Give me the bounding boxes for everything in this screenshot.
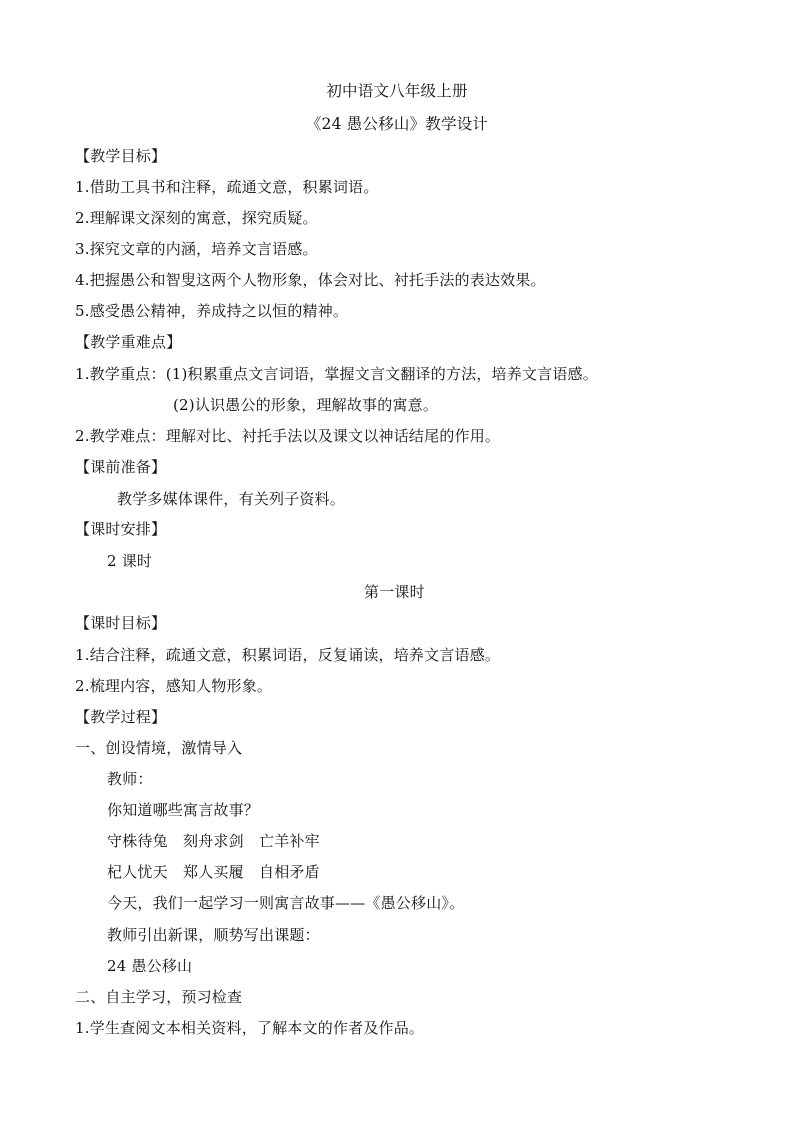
objective-item: 1.借助工具书和注释，疏通文意，积累词语。 bbox=[75, 178, 379, 196]
document-title-grade: 初中语文八年级上册 bbox=[326, 82, 468, 100]
process-line: 今天，我们一起学习一则寓言故事——《愚公移山》。 bbox=[107, 894, 465, 912]
key-points-heading: 【教学重难点】 bbox=[75, 333, 182, 351]
key-point-item: 1.教学重点：(1)积累重点文言词语，掌握文言文翻译的方法，培养文言语感。 bbox=[75, 365, 598, 383]
process-line: 教师： bbox=[107, 770, 153, 788]
schedule-text: 2 课时 bbox=[107, 552, 153, 570]
process-line: 24 愚公移山 bbox=[107, 957, 193, 975]
key-point-subitem: (2)认识愚公的形象，理解故事的寓意。 bbox=[173, 396, 439, 414]
preparation-text: 教学多媒体课件，有关列子资料。 bbox=[117, 490, 346, 508]
preparation-heading: 【课前准备】 bbox=[75, 458, 167, 476]
objective-item: 4.把握愚公和智叟这两个人物形象，体会对比、衬托手法的表达效果。 bbox=[75, 271, 546, 289]
process-step-title: 一、创设情境，激情导入 bbox=[75, 739, 243, 757]
objective-item: 5.感受愚公精神，养成持之以恒的精神。 bbox=[75, 302, 349, 320]
document-title-lesson: 《24 愚公移山》教学设计 bbox=[305, 115, 489, 133]
objective-item: 2.理解课文深刻的寓意，探究质疑。 bbox=[75, 209, 318, 227]
objective-item: 3.探究文章的内涵，培养文言语感。 bbox=[75, 240, 318, 258]
lesson-goal-item: 2.梳理内容，感知人物形象。 bbox=[75, 677, 273, 695]
objectives-heading: 【教学目标】 bbox=[75, 147, 167, 165]
process-line: 教师引出新课，顺势写出课题： bbox=[107, 926, 320, 944]
process-heading: 【教学过程】 bbox=[75, 708, 167, 726]
process-line: 你知道哪些寓言故事？ bbox=[107, 801, 260, 819]
process-step-title: 二、自主学习，预习检查 bbox=[75, 988, 243, 1006]
schedule-heading: 【课时安排】 bbox=[75, 520, 167, 538]
lesson-one-title: 第一课时 bbox=[364, 583, 425, 601]
process-line: 守株待兔 刻舟求剑 亡羊补牢 bbox=[107, 832, 320, 850]
process-line: 1.学生查阅文本相关资料，了解本文的作者及作品。 bbox=[75, 1019, 425, 1037]
key-point-item: 2.教学难点：理解对比、衬托手法以及课文以神话结尾的作用。 bbox=[75, 427, 501, 445]
process-line: 杞人忧天 郑人买履 自相矛盾 bbox=[107, 863, 320, 881]
lesson-goal-item: 1.结合注释，疏通文意，积累词语，反复诵读，培养文言语感。 bbox=[75, 646, 501, 664]
lesson-goal-heading: 【课时目标】 bbox=[75, 614, 167, 632]
